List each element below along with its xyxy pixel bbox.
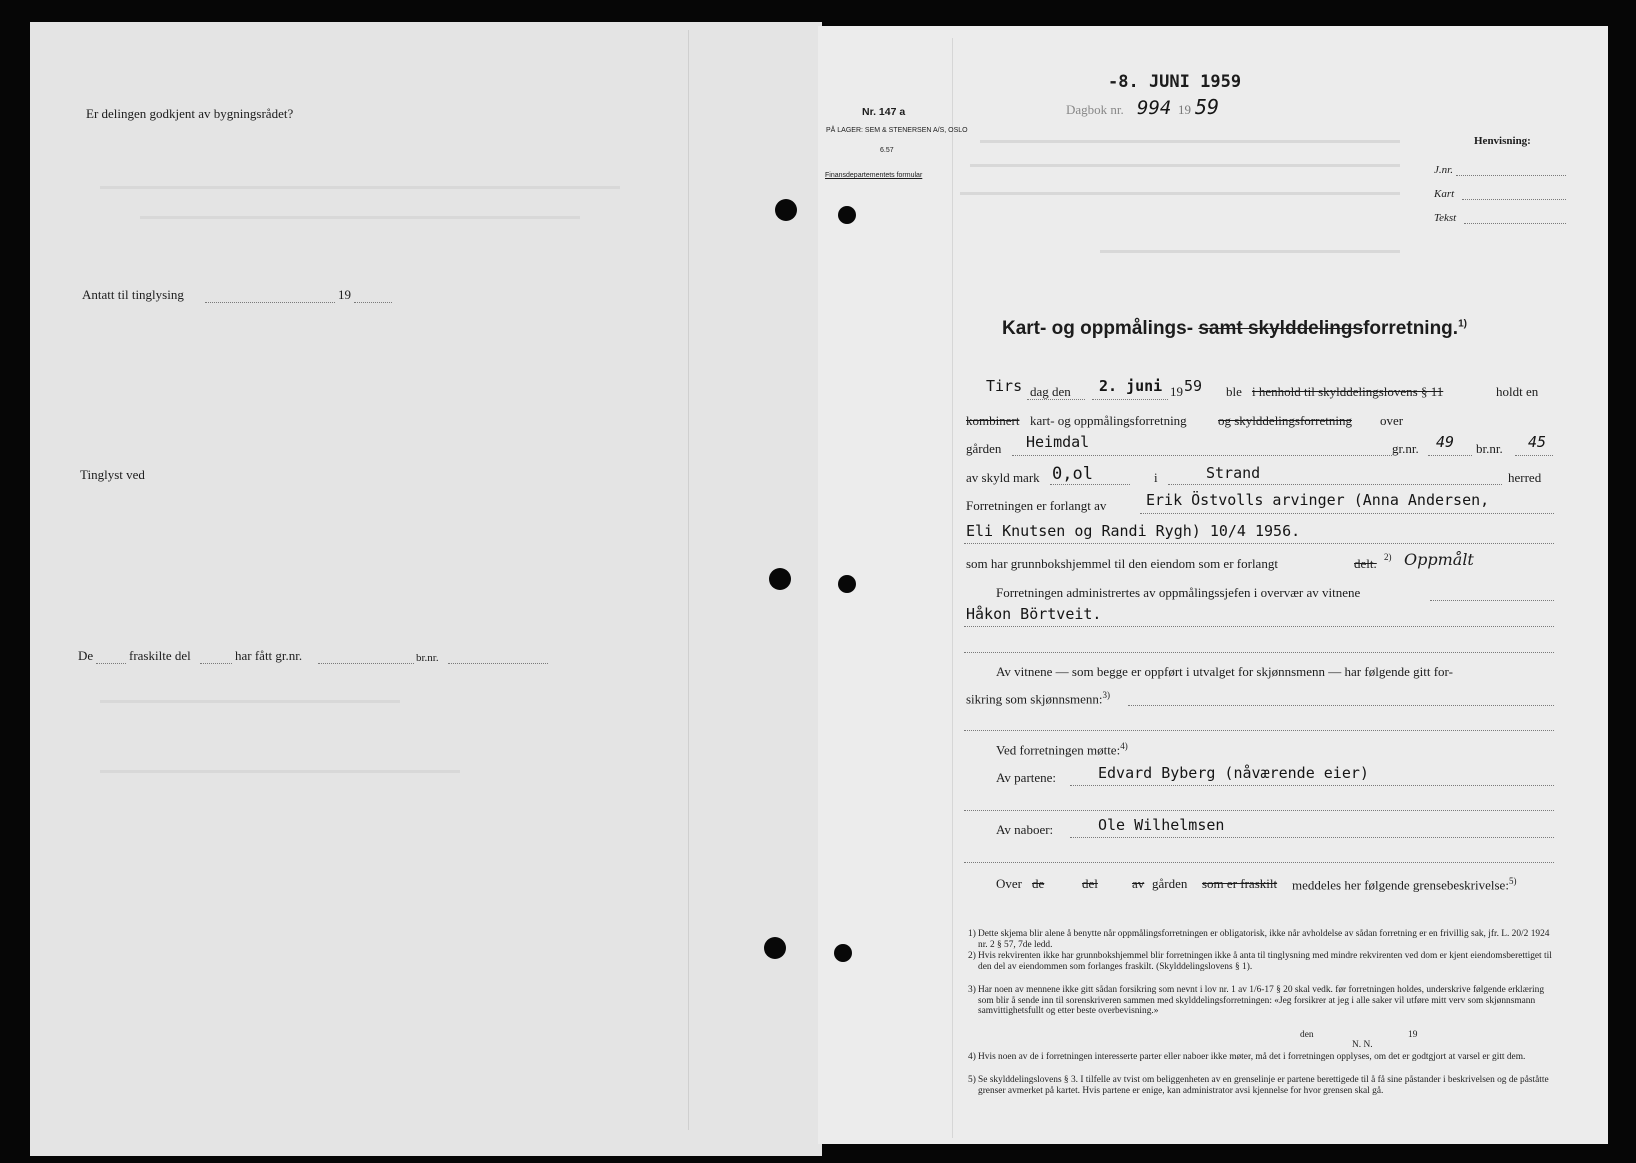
administreres-label: Forretningen administrertes av oppmålingssjefen i overvær av vitnene <box>996 585 1361 600</box>
forlangt-handwritten-1: Erik Östvolls arvinger (Anna Andersen, <box>1146 491 1490 509</box>
punch-hole <box>834 944 852 962</box>
footnote-3-nn: N. N. <box>1352 1040 1373 1050</box>
date-stamp: -8. JUNI 1959 <box>1108 72 1242 92</box>
bleed-through <box>140 216 580 219</box>
year-handwritten: 59 <box>1184 377 1203 395</box>
over-label-2: Over <box>996 876 1022 891</box>
dag-den-label: dag den <box>1030 384 1071 399</box>
title-part-a: Kart- og oppmålings- <box>1002 318 1194 339</box>
footnote-3-year: 19 <box>1408 1030 1418 1040</box>
title-part-b: forretning. <box>1363 318 1459 339</box>
meddeles-label <box>1292 876 1516 893</box>
antatt-line[interactable] <box>205 302 335 303</box>
right-page-fold <box>952 38 953 1138</box>
partene-label: Av partene: <box>996 770 1057 785</box>
holdt-en-label: holdt en <box>1496 384 1539 399</box>
br-line[interactable] <box>448 663 548 664</box>
bleed-through <box>1100 250 1400 253</box>
punch-hole <box>775 199 797 221</box>
garden-line[interactable] <box>1012 455 1392 456</box>
over-label: over <box>1380 413 1404 428</box>
day-line[interactable] <box>1027 399 1085 400</box>
grunnbok-footnote-ref: 2) <box>1384 552 1392 562</box>
footnote-3-den: den <box>1300 1030 1314 1040</box>
punch-hole <box>838 206 856 224</box>
herred-handwritten: Strand <box>1206 464 1261 482</box>
meddeles-footnote-ref: 5) <box>1508 876 1517 886</box>
title-struck-part: samt skylddelings <box>1198 318 1364 339</box>
date-line[interactable] <box>1092 399 1168 400</box>
dagbok-year-value: 59 <box>1195 95 1220 119</box>
dagbok-label: Dagbok nr. <box>1066 102 1124 117</box>
brnr-line[interactable] <box>1515 455 1553 456</box>
bleed-through <box>100 186 620 189</box>
tekst-line[interactable] <box>1464 223 1566 224</box>
de-struck: de <box>1032 876 1045 891</box>
bleed-through <box>100 700 400 703</box>
punch-hole <box>769 568 791 590</box>
dagbok-year-prefix: 19 <box>1178 102 1191 117</box>
antatt-year-line[interactable] <box>354 302 392 303</box>
herred-line[interactable] <box>1168 484 1502 485</box>
approval-question: Er delingen godkjent av bygningsrådet? <box>86 106 294 121</box>
henvisning-label: Henvisning: <box>1474 135 1531 147</box>
vitnene-text-2-body: sikring som skjønnsmenn: <box>966 691 1103 707</box>
oppmalt-handwritten: Oppmålt <box>1404 550 1474 569</box>
forlangt-label: Forretningen er forlangt av <box>966 498 1107 513</box>
dagbok-value: 994 <box>1137 97 1172 119</box>
footnote-1: 1) Dette skjema blir alene å benytte når oppmålingsforretningen er obligatorisk, ikke når avholdelse av sådan forretning er en frivillig sak, jfr. L. 20/2 1924 nr. 2 § 57, 7de ledd. <box>968 929 1550 950</box>
form-title <box>1002 318 1467 340</box>
tekst-label: Tekst <box>1434 212 1457 224</box>
del-struck: del <box>1082 876 1098 891</box>
year-prefix: 19 <box>1170 384 1183 399</box>
garden-handwritten: Heimdal <box>1026 433 1090 451</box>
antatt-year: 19 <box>338 287 351 302</box>
department-label: Finansdepartementets formular <box>825 172 923 179</box>
mote-footnote-ref: 4) <box>1120 741 1128 751</box>
delt-struck: delt. <box>1354 556 1377 571</box>
jnr-line[interactable] <box>1456 175 1566 176</box>
fraskilte-line[interactable] <box>200 663 232 664</box>
skyld-line[interactable] <box>1050 484 1130 485</box>
title-footnote-ref: 1) <box>1458 318 1467 330</box>
bleed-through <box>970 164 1400 167</box>
print-date: 6.57 <box>880 147 894 154</box>
vitne-line-1[interactable] <box>964 626 1554 627</box>
fraskilte-label: fraskilte del <box>129 648 191 663</box>
garden-label-2: gården <box>1152 876 1188 891</box>
ble-label: ble <box>1226 384 1242 399</box>
footnote-4: 4) Hvis noen av de i forretningen interesserte parter eller naboer ikke møter, må det i forretningen opplyses, om det er godtgjort at varsel er gitt dem. <box>968 1052 1526 1062</box>
herred-label: herred <box>1508 470 1542 485</box>
footnote-5: 5) Se skylddelingslovens § 3. I tilfelle av tvist om beliggenheten av en grenselinje er partene berettigede til å få sine påstander i beskrivelsen og de påståtte grenser avmerket på kartet. Hvis partene er enige, kan administrator avsi kjennelse for hvor grensen skal gå. <box>968 1075 1549 1096</box>
skyld-handwritten: 0,ol <box>1052 464 1093 484</box>
bleed-through <box>100 770 460 773</box>
left-page <box>30 22 822 1156</box>
grnr-line[interactable] <box>1428 455 1472 456</box>
vitnene-text-1: Av vitnene — som begge er oppført i utvalget for skjønnsmenn — har følgende gitt for- <box>996 664 1453 679</box>
partene-line-1[interactable] <box>1070 785 1554 786</box>
left-page-fold <box>688 30 689 1130</box>
day-handwritten: Tirs <box>986 377 1023 395</box>
gr-line[interactable] <box>318 663 414 664</box>
fraskilt-struck: som er fraskilt <box>1202 876 1278 891</box>
gr-label: har fått gr.nr. <box>235 648 303 663</box>
grnr-label: gr.nr. <box>1392 441 1419 456</box>
garden-label: gården <box>966 441 1002 456</box>
grnr-handwritten: 49 <box>1436 433 1455 451</box>
de-label: De <box>78 648 94 663</box>
meddeles-text: meddeles her følgende grensebeskrivelse: <box>1292 877 1509 893</box>
i-label: i <box>1154 470 1158 485</box>
naboer-line-1[interactable] <box>1070 837 1554 838</box>
naboer-line-2[interactable] <box>964 862 1554 863</box>
printer-line: PÅ LAGER: SEM & STENERSEN A/S, OSLO <box>826 127 968 134</box>
av-struck: av <box>1132 876 1145 891</box>
kart-oppmaling-label: kart- og oppmålingsforretning <box>1030 413 1187 428</box>
skyld-label: av skyld mark <box>966 470 1040 485</box>
forlangt-handwritten-2: Eli Knutsen og Randi Rygh) 10/4 1956. <box>966 522 1301 540</box>
kart-label: Kart <box>1434 188 1455 200</box>
forlangt-line-1[interactable] <box>1140 513 1554 514</box>
vitnene-line-1[interactable] <box>1128 705 1554 706</box>
jnr-label: J.nr. <box>1434 164 1453 176</box>
vitnene-footnote-ref: 3) <box>1102 690 1111 700</box>
form-number: Nr. 147 a <box>862 106 906 118</box>
vitne-handwritten: Håkon Börtveit. <box>966 605 1102 623</box>
kombinert-struck: kombinert <box>966 413 1020 428</box>
naboer-handwritten: Ole Wilhelmsen <box>1098 816 1225 834</box>
tinglyst-label: Tinglyst ved <box>80 467 145 482</box>
antatt-label: Antatt til tinglysing <box>82 287 184 302</box>
henhold-struck: i henhold til skylddelingslovens § 11 <box>1252 384 1444 399</box>
footnote-2: 2) Hvis rekvirenten ikke har grunnbokshjemmel blir forretningen ikke å anta til tinglysning med mindre rekvirenten ved dom er kjent eiendomsberettiget til den del av eiendommen som forlanges fraskilt. (Skylddelingslovens § 1). <box>968 951 1552 972</box>
vitnene-text-2 <box>966 690 1110 707</box>
brnr-handwritten: 45 <box>1528 433 1547 451</box>
naboer-label: Av naboer: <box>996 822 1054 837</box>
mote-label <box>996 741 1128 758</box>
grunnbok-label: som har grunnbokshjemmel til den eiendom som er forlangt <box>966 556 1278 571</box>
punch-hole <box>838 575 856 593</box>
partene-line-2[interactable] <box>964 810 1554 811</box>
footnote-3: 3) Har noen av mennene ikke gitt sådan forsikring som nevnt i lov nr. 1 av 1/6-17 § 20 skal vedk. før forretningen holdes, underskrive følgende erklæring som blir å sende inn til sorenskriveren sammen med skylddelingsforretningen: «Jeg forsikrer at jeg i alle saker vil utføre mitt verv som skjønnsmann samvittighetsfullt og etter beste overbevisning.» <box>968 985 1545 1017</box>
vitnene-line-2[interactable] <box>964 730 1554 731</box>
bleed-through <box>980 140 1400 143</box>
br-label: br.nr. <box>416 652 439 664</box>
bleed-through <box>960 192 1400 195</box>
administreres-line[interactable] <box>1430 600 1554 601</box>
de-line[interactable] <box>96 663 126 664</box>
kart-line[interactable] <box>1462 199 1566 200</box>
punch-hole <box>764 937 786 959</box>
vitne-line-2[interactable] <box>964 652 1554 653</box>
date-handwritten: 2. juni <box>1099 377 1163 395</box>
forlangt-line-2[interactable] <box>964 543 1554 544</box>
skylddeling-struck: og skylddelingsforretning <box>1218 413 1352 428</box>
mote-label-text: Ved forretningen møtte: <box>996 742 1121 758</box>
brnr-label: br.nr. <box>1476 441 1503 456</box>
partene-handwritten: Edvard Byberg (nåværende eier) <box>1098 764 1369 782</box>
